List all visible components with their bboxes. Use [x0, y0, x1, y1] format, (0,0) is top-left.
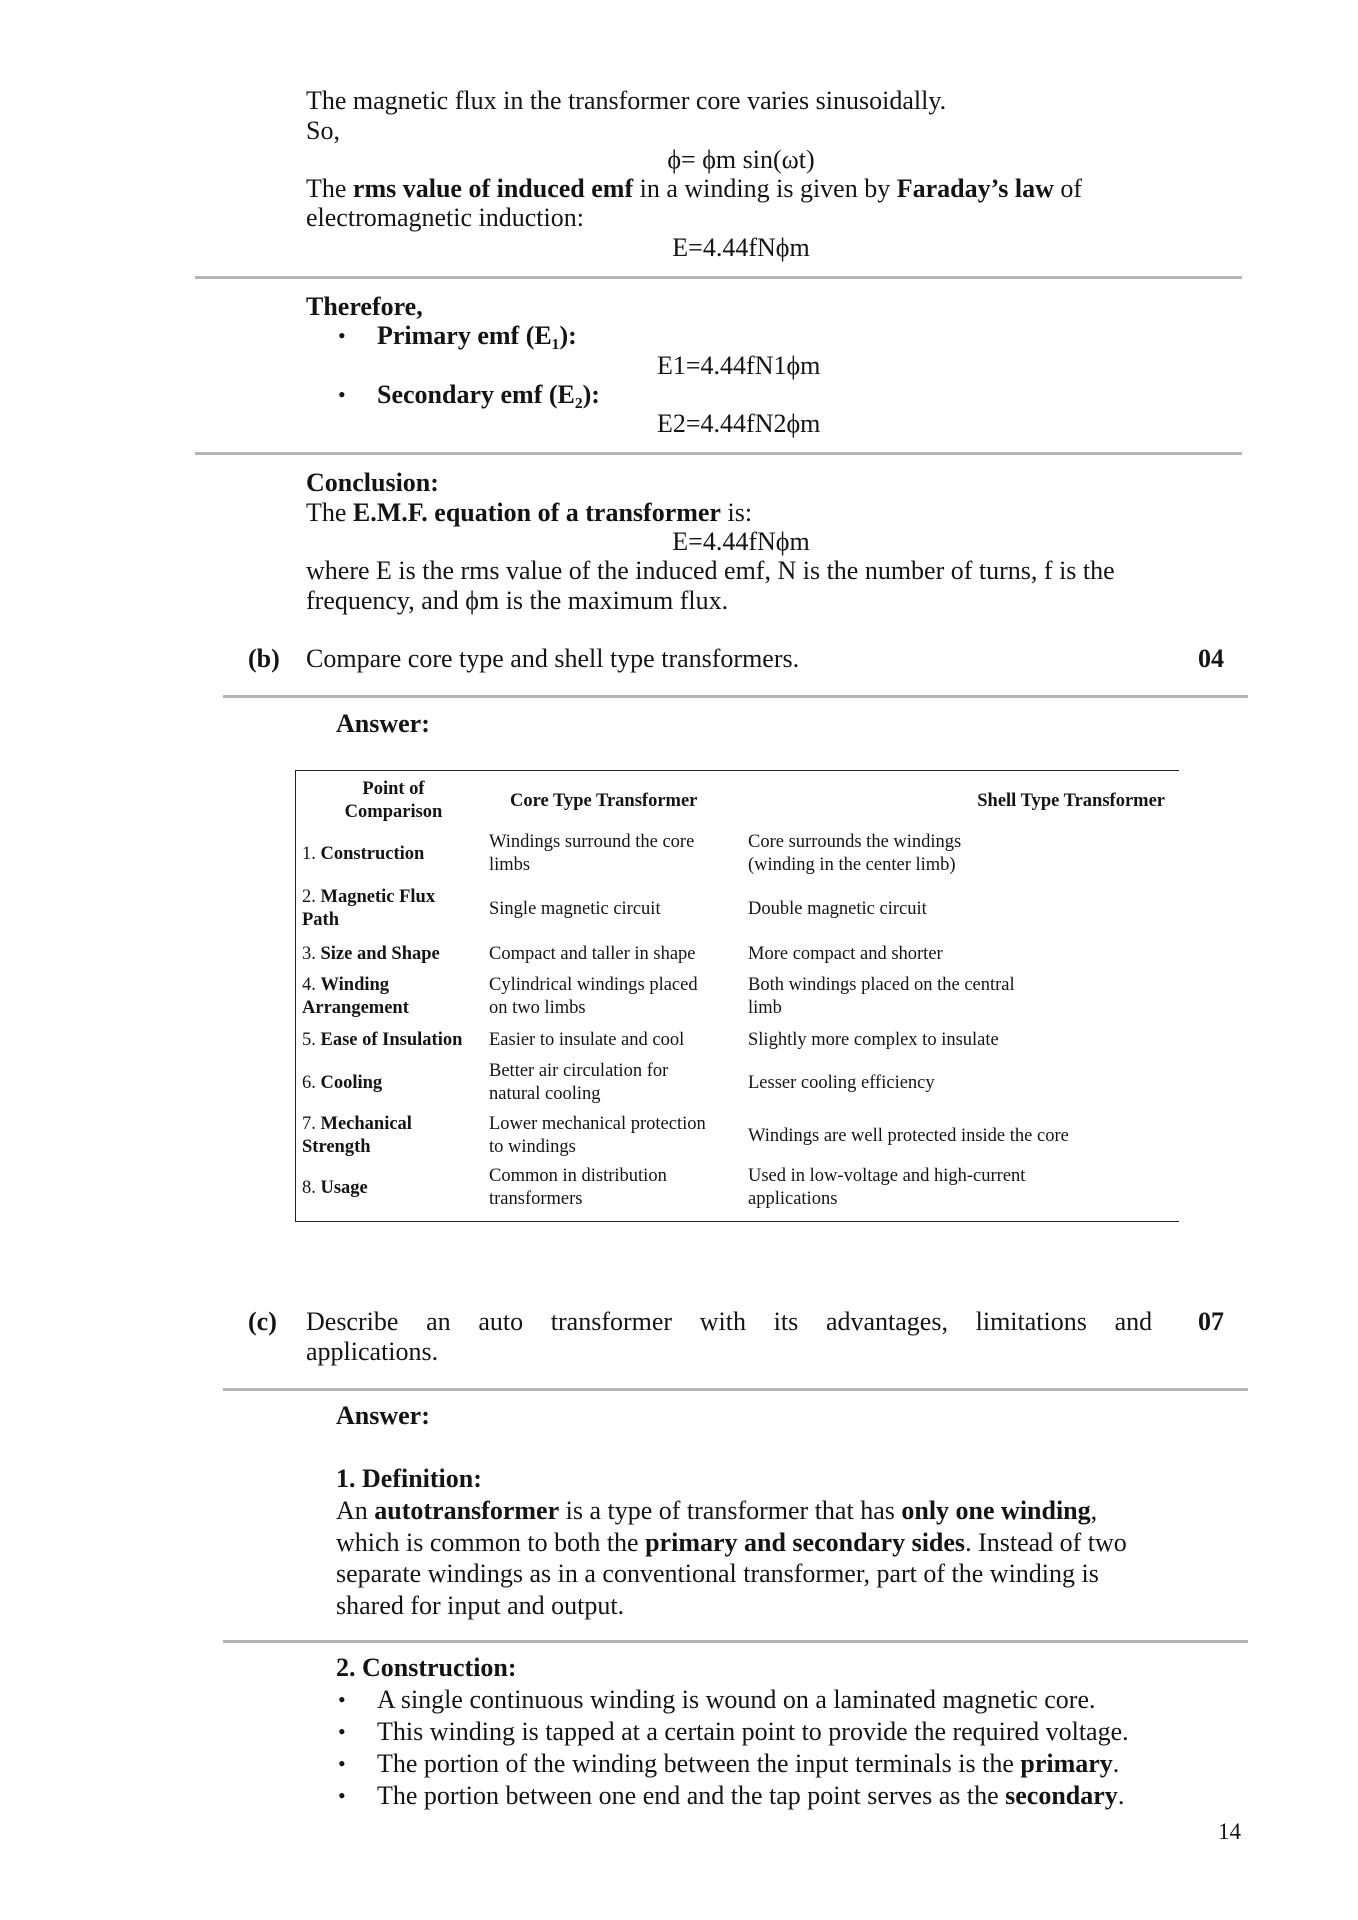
part-c-question-line-2: applications. [306, 1337, 439, 1366]
primary-emf-equation: E1=4.44fN1ϕm [657, 351, 821, 380]
conclusion-equation: E=4.44fNϕm [672, 527, 810, 556]
table-cell-point: 1. Construction [302, 843, 425, 864]
table-cell-shell: Both windings placed on the central limb [748, 975, 1015, 1018]
bullet-icon: • [338, 1687, 346, 1712]
comparison-table [295, 770, 1179, 1222]
construction-bullet-4: The portion between one end and the tap point serves as the secondary. [377, 1781, 1125, 1810]
table-cell-point: 7. Mechanical Strength [302, 1114, 412, 1157]
table-cell-core: Single magnetic circuit [489, 898, 661, 919]
part-c-marks: 07 [1198, 1307, 1224, 1336]
bullet-icon: • [338, 382, 346, 407]
divider [195, 452, 1242, 455]
em-induction-line: electromagnetic induction: [306, 203, 584, 232]
definition-line-4: shared for input and output. [336, 1591, 625, 1620]
part-c-label: (c) [248, 1307, 277, 1336]
table-cell-shell: Used in low-voltage and high-current applications [748, 1166, 1026, 1209]
construction-heading: 2. Construction: [336, 1653, 517, 1682]
where-line-1: where E is the rms value of the induced emf, N is the number of turns, f is the [306, 556, 1115, 585]
flux-equation: ϕ= ϕm sin(ωt) [667, 145, 815, 174]
table-cell-point: 8. Usage [302, 1177, 368, 1198]
divider [223, 695, 1248, 698]
primary-emf-label: Primary emf (E₁): [377, 321, 577, 350]
table-cell-shell: Lesser cooling efficiency [748, 1072, 935, 1093]
conclusion-line: The E.M.F. equation of a transformer is: [306, 498, 753, 527]
table-cell-core: Lower mechanical protection to windings [489, 1114, 706, 1157]
definition-line-2: which is common to both the primary and secondary sides. Instead of two [336, 1528, 1127, 1557]
conclusion-heading: Conclusion: [306, 468, 439, 497]
table-cell-shell: More compact and shorter [748, 944, 943, 964]
therefore-heading: Therefore, [306, 292, 423, 321]
secondary-emf-equation: E2=4.44fN2ϕm [657, 409, 821, 438]
table-cell-point: 4. Winding Arrangement [302, 975, 409, 1018]
header-shell-type: Shell Type Transformer [977, 791, 1165, 811]
part-c-answer-label: Answer: [336, 1401, 430, 1430]
table-cell-point: 5. Ease of Insulation [302, 1030, 463, 1050]
divider [195, 276, 1242, 279]
page-number: 14 [1218, 1819, 1241, 1844]
flux-line: The magnetic flux in the transformer core varies sinusoidally. [306, 86, 947, 115]
bullet-icon: • [338, 1719, 346, 1744]
table-cell-core: Common in distribution transformers [489, 1166, 667, 1209]
part-b-answer-label: Answer: [336, 709, 430, 738]
secondary-emf-label: Secondary emf (E₂): [377, 380, 600, 409]
table-cell-core: Cylindrical windings placed on two limbs [489, 975, 698, 1018]
construction-bullet-1: A single continuous winding is wound on a laminated magnetic core. [377, 1685, 1096, 1714]
header-core-type: Core Type Transformer [510, 791, 698, 811]
table-cell-shell: Core surrounds the windings (winding in the center limb) [748, 832, 962, 875]
rms-line: The rms value of induced emf in a winding is given by Faraday’s law of [306, 174, 1083, 203]
table-cell-shell: Windings are well protected inside the core [748, 1125, 1069, 1146]
bullet-icon: • [338, 1751, 346, 1776]
table-cell-point: 6. Cooling [302, 1072, 383, 1093]
header-point-of-comparison: Point of Comparison [344, 779, 443, 822]
table-cell-core: Windings surround the core limbs [489, 832, 695, 875]
divider [223, 1388, 1248, 1391]
where-line-2: frequency, and ϕm is the maximum flux. [306, 586, 729, 615]
table-cell-core: Easier to insulate and cool [489, 1030, 685, 1050]
definition-line-3: separate windings as in a conventional transformer, part of the winding is [336, 1559, 1099, 1588]
divider [223, 1640, 1248, 1643]
table-cell-core: Compact and taller in shape [489, 944, 696, 964]
table-cell-shell: Slightly more complex to insulate [748, 1030, 999, 1050]
part-c-question-line-1: Describe an auto transformer with its advantages, limitations and [306, 1307, 1153, 1336]
part-b-question: Compare core type and shell type transformers. [306, 644, 800, 673]
table-cell-core: Better air circulation for natural cooling [489, 1061, 669, 1104]
part-b-marks: 04 [1198, 644, 1224, 673]
table-cell-point: 2. Magnetic Flux Path [302, 887, 436, 930]
table-cell-point: 3. Size and Shape [302, 944, 440, 964]
bullet-icon: • [338, 1783, 346, 1808]
definition-heading: 1. Definition: [336, 1464, 482, 1493]
so-line: So, [306, 116, 340, 145]
definition-line-1: An autotransformer is a type of transformer that has only one winding, [336, 1496, 1098, 1525]
table-cell-shell: Double magnetic circuit [748, 898, 927, 919]
construction-bullet-2: This winding is tapped at a certain point to provide the required voltage. [377, 1717, 1129, 1746]
part-b-label: (b) [248, 644, 280, 673]
bullet-icon: • [338, 323, 346, 348]
emf-equation: E=4.44fNϕm [672, 233, 810, 262]
construction-bullet-3: The portion of the winding between the input terminals is the primary. [377, 1749, 1120, 1778]
